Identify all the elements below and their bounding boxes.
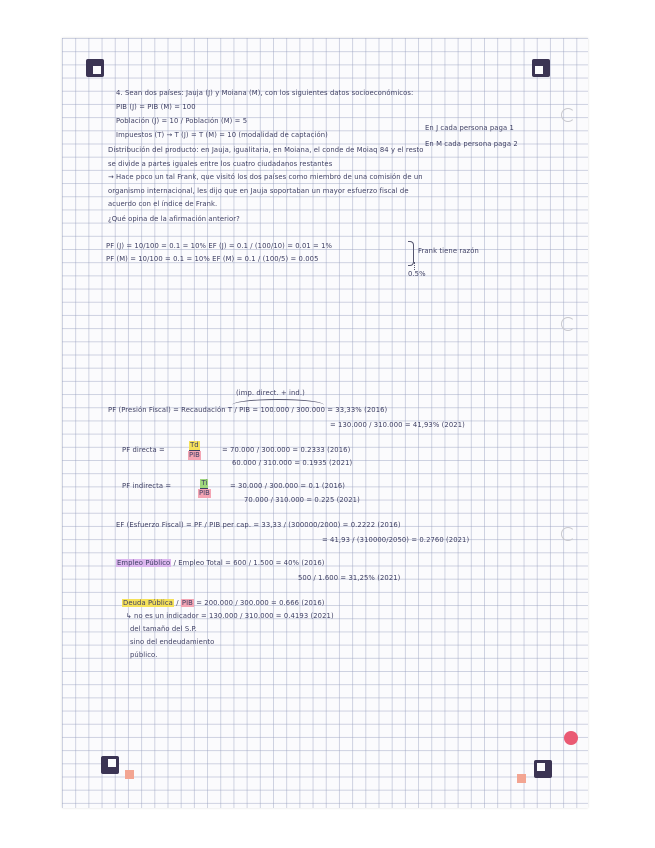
note-line: PF indirecta = (122, 482, 172, 490)
note-text: / (176, 599, 179, 607)
note-line: se divide a partes iguales entre los cuatro ciudadanos restantes (108, 160, 333, 168)
corner-square (125, 770, 134, 779)
overbrace (232, 399, 324, 405)
note-line: acuerdo con el índice de Frank. (108, 200, 218, 208)
note-line: 70.000 / 310.000 = 0.225 (2021) (244, 496, 360, 504)
note-line: 60.000 / 310.000 = 0.1935 (2021) (232, 459, 353, 467)
note-text: = 200.000 / 300.000 = 0.666 (2016) (196, 599, 325, 607)
fraction-numerator: Ti (201, 479, 208, 487)
note-line: PF directa = (122, 446, 165, 454)
note-line: = 30.000 / 300.000 = 0.1 (2016) (230, 482, 346, 490)
corner-marker-icon (534, 760, 552, 778)
note-text: / Empleo Total = 600 / 1.500 = 40% (2016) (173, 559, 325, 567)
note-line: (imp. direct. + ind.) (236, 389, 305, 397)
pink-dot (564, 731, 578, 745)
note-side: Frank tiene razón (418, 247, 479, 255)
note-side: En M cada persona paga 2 (425, 140, 518, 148)
note-line (122, 599, 325, 608)
note-line: 4. Sean dos países: Jauja (J) y Moiana (M), con los siguientes datos socioeconómicos: (116, 89, 414, 97)
note-line: EF (Esfuerzo Fiscal) = PF / PIB per cap. = 33,33 / (300000/2000) = 0.2222 (2016) (116, 521, 401, 529)
corner-marker-icon (532, 59, 550, 77)
note-line: público. (130, 651, 158, 659)
corner-marker-icon (101, 756, 119, 774)
arrow (414, 262, 416, 270)
note-line: PF (J) = 10/100 = 0.1 = 10% EF (J) = 0.1 / (100/10) = 0.01 = 1% (106, 242, 333, 250)
note-line: PF (Presión Fiscal) = Recaudación T / PIB = 100.000 / 300.000 = 33,33% (2016) (108, 406, 388, 414)
ring-hole-icon (561, 527, 575, 541)
corner-square (517, 774, 526, 783)
fraction-numerator: Td (190, 441, 199, 449)
highlight-term: Deuda Pública (123, 599, 173, 607)
note-side: En J cada persona paga 1 (425, 124, 514, 132)
ring-hole-icon (561, 108, 575, 122)
note-line: sino del endeudamiento (130, 638, 215, 646)
note-line: Población (J) = 10 / Población (M) = 5 (116, 117, 248, 125)
note-line: organismo internacional, les dijo que en Jauja soportaban un mayor esfuerzo fiscal de (108, 187, 409, 195)
note-line: PF (M) = 10/100 = 0.1 = 10% EF (M) = 0.1 / (100/5) = 0.005 (106, 255, 319, 263)
note-line: → Hace poco un tal Frank, que visitó los dos países como miembro de una comisión de un (108, 173, 423, 181)
note-line: 0.5% (408, 270, 426, 278)
note-line: = 41,93 / (310000/2050) = 0.2760 (2021) (322, 536, 470, 544)
note-line: ¿Qué opina de la afirmación anterior? (108, 215, 240, 223)
note-line: del tamaño del S.P. (130, 625, 197, 633)
fraction-denominator: PIB (189, 451, 200, 459)
note-line: ↳ no es un indicador = 130.000 / 310.000 = 0.4193 (2021) (126, 612, 334, 620)
note-line (116, 559, 325, 568)
fraction (188, 441, 201, 460)
highlight-term: Empleo Público (117, 559, 171, 567)
fraction-denominator: PIB (199, 489, 210, 497)
note-line: = 70.000 / 300.000 = 0.2333 (2016) (222, 446, 351, 454)
note-line: Impuestos (T) → T (J) = T (M) = 10 (modalidad de captación) (116, 131, 328, 139)
corner-marker-icon (86, 59, 104, 77)
highlight-term: PIB (181, 599, 193, 607)
note-line: 500 / 1.600 = 31,25% (2021) (298, 574, 401, 582)
note-line: Distribución del producto: en Jauja, igualitaria, en Moiana, el conde de Moiaq 84 y el resto (108, 146, 424, 154)
fraction (198, 479, 211, 498)
note-line: PIB (J) = PIB (M) = 100 (116, 103, 196, 111)
ring-hole-icon (561, 317, 575, 331)
note-line: = 130.000 / 310.000 = 41,93% (2021) (330, 421, 465, 429)
